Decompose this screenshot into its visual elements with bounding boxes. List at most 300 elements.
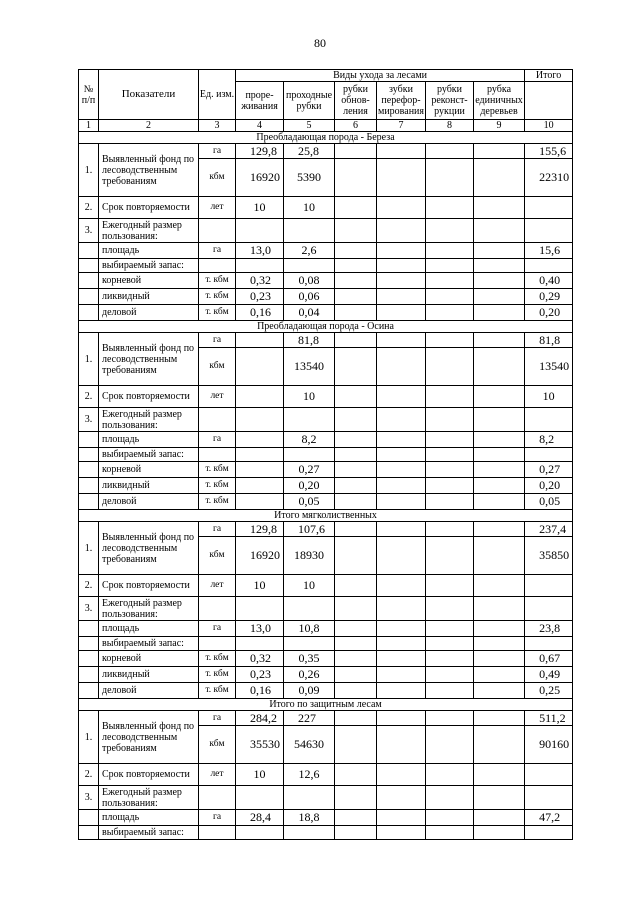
value-empty <box>335 159 377 197</box>
empty-cell <box>284 259 335 273</box>
empty-cell <box>284 786 335 810</box>
value-empty <box>426 764 474 786</box>
value-empty <box>377 683 426 699</box>
header-col-unit: Ед. изм. <box>199 70 236 120</box>
empty-cell <box>236 408 284 432</box>
value-empty <box>335 667 377 683</box>
unit-cell: т. кбм <box>199 478 236 494</box>
value-empty <box>377 348 426 386</box>
empty-cell <box>284 448 335 462</box>
value-prohodnye: 0,35 <box>284 651 335 667</box>
value-empty <box>426 683 474 699</box>
empty-cell <box>426 408 474 432</box>
unit-cell: кбм <box>199 348 236 386</box>
header-sub-4: зубки перефор-мирования <box>377 82 426 120</box>
value-empty <box>335 537 377 575</box>
unit-cell: т. кбм <box>199 273 236 289</box>
value-empty <box>426 462 474 478</box>
label-liquid: ликвидный <box>99 478 199 494</box>
empty-cell <box>377 259 426 273</box>
value-empty <box>426 726 474 764</box>
value-prorezhivaniya: 28,4 <box>236 810 284 826</box>
value-prorezhivaniya: 0,16 <box>236 683 284 699</box>
value-empty <box>474 726 525 764</box>
value-prohodnye: 107,6 <box>284 522 335 537</box>
value-total: 10 <box>525 386 573 408</box>
value-prorezhivaniya <box>236 462 284 478</box>
empty-cell <box>236 786 284 810</box>
liquid-row <box>79 667 573 683</box>
section-title-row <box>79 321 573 333</box>
value-prorezhivaniya <box>236 478 284 494</box>
header-sub-1: проре-живания <box>236 82 284 120</box>
value-empty <box>474 144 525 159</box>
unit-cell: т. кбм <box>199 494 236 510</box>
value-empty <box>474 289 525 305</box>
header-sub-3: рубки обнов-ления <box>335 82 377 120</box>
value-empty <box>377 537 426 575</box>
unit-cell: лет <box>199 764 236 786</box>
label-fund: Выявленный фонд по лесоводственным требованиям <box>99 711 199 764</box>
value-total: 0,25 <box>525 683 573 699</box>
value-empty <box>426 144 474 159</box>
empty-cell <box>79 273 99 289</box>
business-row <box>79 683 573 699</box>
label-business: деловой <box>99 683 199 699</box>
value-prorezhivaniya <box>236 348 284 386</box>
empty-cell <box>284 408 335 432</box>
row-number: 3. <box>79 219 99 243</box>
unit-cell: га <box>199 144 236 159</box>
root-row <box>79 462 573 478</box>
empty-cell <box>199 219 236 243</box>
value-empty <box>377 711 426 726</box>
value-empty <box>474 537 525 575</box>
value-empty <box>377 494 426 510</box>
label-area: площадь <box>99 243 199 259</box>
empty-cell <box>79 621 99 637</box>
value-empty <box>335 522 377 537</box>
empty-cell <box>426 448 474 462</box>
empty-cell <box>79 432 99 448</box>
value-empty <box>426 348 474 386</box>
empty-cell <box>474 448 525 462</box>
value-prorezhivaniya: 0,23 <box>236 289 284 305</box>
value-prohodnye: 0,26 <box>284 667 335 683</box>
value-prohodnye: 0,06 <box>284 289 335 305</box>
period-row <box>79 197 573 219</box>
empty-cell <box>79 651 99 667</box>
label-annual: Ежегодный размер пользования: <box>99 219 199 243</box>
value-prorezhivaniya: 13,0 <box>236 243 284 259</box>
value-empty <box>335 273 377 289</box>
empty-cell <box>199 448 236 462</box>
empty-cell <box>79 637 99 651</box>
value-prorezhivaniya: 13,0 <box>236 621 284 637</box>
value-empty <box>474 386 525 408</box>
empty-cell <box>199 408 236 432</box>
value-total <box>525 197 573 219</box>
unit-cell: га <box>199 522 236 537</box>
root-row <box>79 273 573 289</box>
value-empty <box>335 462 377 478</box>
value-empty <box>474 711 525 726</box>
empty-cell <box>474 826 525 840</box>
label-liquid: ликвидный <box>99 289 199 305</box>
value-empty <box>335 575 377 597</box>
value-empty <box>377 726 426 764</box>
value-empty <box>426 333 474 348</box>
empty-cell <box>79 462 99 478</box>
unit-cell: т. кбм <box>199 683 236 699</box>
value-empty <box>335 305 377 321</box>
period-row <box>79 764 573 786</box>
empty-cell <box>377 637 426 651</box>
value-empty <box>377 462 426 478</box>
empty-cell <box>426 259 474 273</box>
value-empty <box>335 432 377 448</box>
empty-cell <box>236 826 284 840</box>
empty-cell <box>79 494 99 510</box>
value-empty <box>426 575 474 597</box>
value-empty <box>335 144 377 159</box>
label-root: корневой <box>99 462 199 478</box>
value-total: 22310 <box>525 159 573 197</box>
value-empty <box>474 462 525 478</box>
row-number: 2. <box>79 386 99 408</box>
section-title: Преобладающая порода - Осина <box>79 321 573 333</box>
value-empty <box>377 432 426 448</box>
empty-cell <box>199 637 236 651</box>
row-number: 2. <box>79 575 99 597</box>
fund-ha-row <box>79 522 573 537</box>
unit-cell: т. кбм <box>199 462 236 478</box>
value-empty <box>474 522 525 537</box>
value-empty <box>377 667 426 683</box>
value-empty <box>474 243 525 259</box>
value-empty <box>335 386 377 408</box>
value-prohodnye: 0,27 <box>284 462 335 478</box>
area-row <box>79 432 573 448</box>
unit-cell: лет <box>199 575 236 597</box>
stock-row <box>79 826 573 840</box>
unit-cell: га <box>199 432 236 448</box>
empty-cell <box>79 289 99 305</box>
value-prorezhivaniya <box>236 386 284 408</box>
empty-cell <box>335 259 377 273</box>
empty-cell <box>525 786 573 810</box>
value-empty <box>426 243 474 259</box>
value-empty <box>474 159 525 197</box>
empty-cell <box>377 826 426 840</box>
empty-cell <box>377 448 426 462</box>
empty-cell <box>79 810 99 826</box>
empty-cell <box>284 219 335 243</box>
value-empty <box>474 494 525 510</box>
value-empty <box>335 478 377 494</box>
value-prohodnye: 25,8 <box>284 144 335 159</box>
label-period: Срок повторяемости <box>99 764 199 786</box>
empty-cell <box>426 826 474 840</box>
empty-cell <box>335 826 377 840</box>
value-total: 0,20 <box>525 478 573 494</box>
empty-cell <box>474 259 525 273</box>
label-stock: выбираемый запас: <box>99 448 199 462</box>
empty-cell <box>335 786 377 810</box>
value-empty <box>426 197 474 219</box>
value-empty <box>335 651 377 667</box>
empty-cell <box>426 786 474 810</box>
value-empty <box>474 348 525 386</box>
value-empty <box>377 159 426 197</box>
value-prohodnye: 0,05 <box>284 494 335 510</box>
forest-care-table <box>78 69 573 840</box>
value-prohodnye: 18,8 <box>284 810 335 826</box>
label-business: деловой <box>99 494 199 510</box>
value-prohodnye: 10 <box>284 386 335 408</box>
section-title-row <box>79 510 573 522</box>
value-empty <box>426 810 474 826</box>
value-empty <box>474 197 525 219</box>
unit-cell: лет <box>199 386 236 408</box>
row-number: 3. <box>79 597 99 621</box>
value-empty <box>377 273 426 289</box>
empty-cell <box>79 478 99 494</box>
empty-cell <box>377 597 426 621</box>
header-sub-5: рубки реконст-рукции <box>426 82 474 120</box>
value-prorezhivaniya <box>236 333 284 348</box>
value-empty <box>335 711 377 726</box>
value-prorezhivaniya: 16920 <box>236 537 284 575</box>
value-empty <box>335 726 377 764</box>
fund-ha-row <box>79 333 573 348</box>
unit-cell: кбм <box>199 726 236 764</box>
value-prorezhivaniya: 0,32 <box>236 651 284 667</box>
value-empty <box>474 764 525 786</box>
empty-cell <box>377 408 426 432</box>
value-total: 0,20 <box>525 305 573 321</box>
label-area: площадь <box>99 621 199 637</box>
value-empty <box>474 273 525 289</box>
empty-cell <box>236 219 284 243</box>
annual-row <box>79 597 573 621</box>
value-prohodnye: 0,20 <box>284 478 335 494</box>
value-empty <box>377 478 426 494</box>
value-empty <box>377 243 426 259</box>
value-total: 23,8 <box>525 621 573 637</box>
section-title: Итого по защитным лесам <box>79 699 573 711</box>
value-prohodnye: 54630 <box>284 726 335 764</box>
value-empty <box>474 305 525 321</box>
section-title: Итого мягколиственных <box>79 510 573 522</box>
value-prohodnye: 2,6 <box>284 243 335 259</box>
value-empty <box>335 197 377 219</box>
row-number: 1. <box>79 333 99 386</box>
empty-cell <box>525 259 573 273</box>
value-empty <box>426 537 474 575</box>
value-total: 237,4 <box>525 522 573 537</box>
value-total: 35850 <box>525 537 573 575</box>
value-empty <box>426 386 474 408</box>
unit-cell: га <box>199 810 236 826</box>
header-col-total: Итого <box>525 70 573 82</box>
value-prohodnye: 8,2 <box>284 432 335 448</box>
empty-cell <box>335 219 377 243</box>
empty-cell <box>377 219 426 243</box>
value-prorezhivaniya: 129,8 <box>236 144 284 159</box>
row-number: 2. <box>79 764 99 786</box>
empty-cell <box>474 637 525 651</box>
value-total: 0,29 <box>525 289 573 305</box>
unit-cell: лет <box>199 197 236 219</box>
value-empty <box>474 575 525 597</box>
value-empty <box>474 432 525 448</box>
value-total: 15,6 <box>525 243 573 259</box>
value-prohodnye: 5390 <box>284 159 335 197</box>
fund-ha-row <box>79 144 573 159</box>
empty-cell <box>79 448 99 462</box>
label-root: корневой <box>99 651 199 667</box>
value-empty <box>377 764 426 786</box>
value-total <box>525 764 573 786</box>
label-area: площадь <box>99 432 199 448</box>
value-empty <box>426 667 474 683</box>
empty-cell <box>474 597 525 621</box>
empty-cell <box>199 259 236 273</box>
label-fund: Выявленный фонд по лесоводственным требованиям <box>99 333 199 386</box>
value-prohodnye: 12,6 <box>284 764 335 786</box>
value-empty <box>426 273 474 289</box>
value-empty <box>377 289 426 305</box>
fund-ha-row <box>79 711 573 726</box>
value-empty <box>377 197 426 219</box>
empty-cell <box>199 826 236 840</box>
value-prorezhivaniya: 0,32 <box>236 273 284 289</box>
empty-cell <box>79 683 99 699</box>
empty-cell <box>335 408 377 432</box>
stock-row <box>79 637 573 651</box>
empty-cell <box>199 597 236 621</box>
label-fund: Выявленный фонд по лесоводственным требованиям <box>99 522 199 575</box>
empty-cell <box>199 786 236 810</box>
unit-cell: т. кбм <box>199 667 236 683</box>
value-empty <box>377 575 426 597</box>
value-total: 90160 <box>525 726 573 764</box>
annual-row <box>79 219 573 243</box>
value-empty <box>377 810 426 826</box>
value-prorezhivaniya: 0,23 <box>236 667 284 683</box>
row-number: 1. <box>79 711 99 764</box>
label-stock: выбираемый запас: <box>99 259 199 273</box>
label-period: Срок повторяемости <box>99 575 199 597</box>
value-empty <box>474 621 525 637</box>
empty-cell <box>525 597 573 621</box>
empty-cell <box>79 826 99 840</box>
value-empty <box>335 289 377 305</box>
value-empty <box>335 764 377 786</box>
header-sub-2: проходные рубки <box>284 82 335 120</box>
row-number: 1. <box>79 144 99 197</box>
value-prorezhivaniya: 16920 <box>236 159 284 197</box>
label-root: корневой <box>99 273 199 289</box>
value-total: 13540 <box>525 348 573 386</box>
empty-cell <box>474 408 525 432</box>
period-row <box>79 386 573 408</box>
unit-cell: га <box>199 243 236 259</box>
empty-cell <box>79 305 99 321</box>
empty-cell <box>525 408 573 432</box>
value-empty <box>377 621 426 637</box>
value-empty <box>426 711 474 726</box>
value-total: 0,40 <box>525 273 573 289</box>
header-col-indicators: Показатели <box>99 70 199 120</box>
value-empty <box>426 159 474 197</box>
empty-cell <box>236 259 284 273</box>
value-empty <box>426 432 474 448</box>
empty-cell <box>335 597 377 621</box>
value-empty <box>426 651 474 667</box>
value-empty <box>335 243 377 259</box>
value-empty <box>426 478 474 494</box>
empty-cell <box>525 826 573 840</box>
value-total: 155,6 <box>525 144 573 159</box>
value-prorezhivaniya: 35530 <box>236 726 284 764</box>
unit-cell: т. кбм <box>199 289 236 305</box>
value-empty <box>377 144 426 159</box>
root-row <box>79 651 573 667</box>
liquid-row <box>79 289 573 305</box>
empty-cell <box>426 637 474 651</box>
empty-cell <box>79 243 99 259</box>
label-fund: Выявленный фонд по лесоводственным требованиям <box>99 144 199 197</box>
header-number-row: 1 2 3 4 5 6 7 8 9 10 <box>79 120 573 132</box>
value-total: 0,49 <box>525 667 573 683</box>
empty-cell <box>377 786 426 810</box>
value-empty <box>474 478 525 494</box>
stock-row <box>79 259 573 273</box>
annual-row <box>79 408 573 432</box>
value-empty <box>335 810 377 826</box>
label-stock: выбираемый запас: <box>99 826 199 840</box>
section-title: Преобладающая порода - Береза <box>79 132 573 144</box>
value-total: 511,2 <box>525 711 573 726</box>
value-prohodnye: 10 <box>284 575 335 597</box>
page-number: 80 <box>314 36 326 50</box>
unit-cell: га <box>199 621 236 637</box>
value-prorezhivaniya <box>236 494 284 510</box>
value-empty <box>377 522 426 537</box>
header-sub-6: рубка единичных деревьев <box>474 82 525 120</box>
unit-cell: га <box>199 333 236 348</box>
section-title-row <box>79 699 573 711</box>
liquid-row <box>79 478 573 494</box>
value-empty <box>426 621 474 637</box>
value-prohodnye: 10 <box>284 197 335 219</box>
area-row <box>79 621 573 637</box>
value-prohodnye: 10,8 <box>284 621 335 637</box>
value-empty <box>335 348 377 386</box>
empty-cell <box>426 219 474 243</box>
stock-row <box>79 448 573 462</box>
header-group-title: Виды ухода за лесами <box>236 70 525 82</box>
label-period: Срок повторяемости <box>99 197 199 219</box>
empty-cell <box>236 597 284 621</box>
empty-cell <box>474 219 525 243</box>
value-prorezhivaniya <box>236 432 284 448</box>
value-prohodnye: 13540 <box>284 348 335 386</box>
value-total: 81,8 <box>525 333 573 348</box>
period-row <box>79 575 573 597</box>
